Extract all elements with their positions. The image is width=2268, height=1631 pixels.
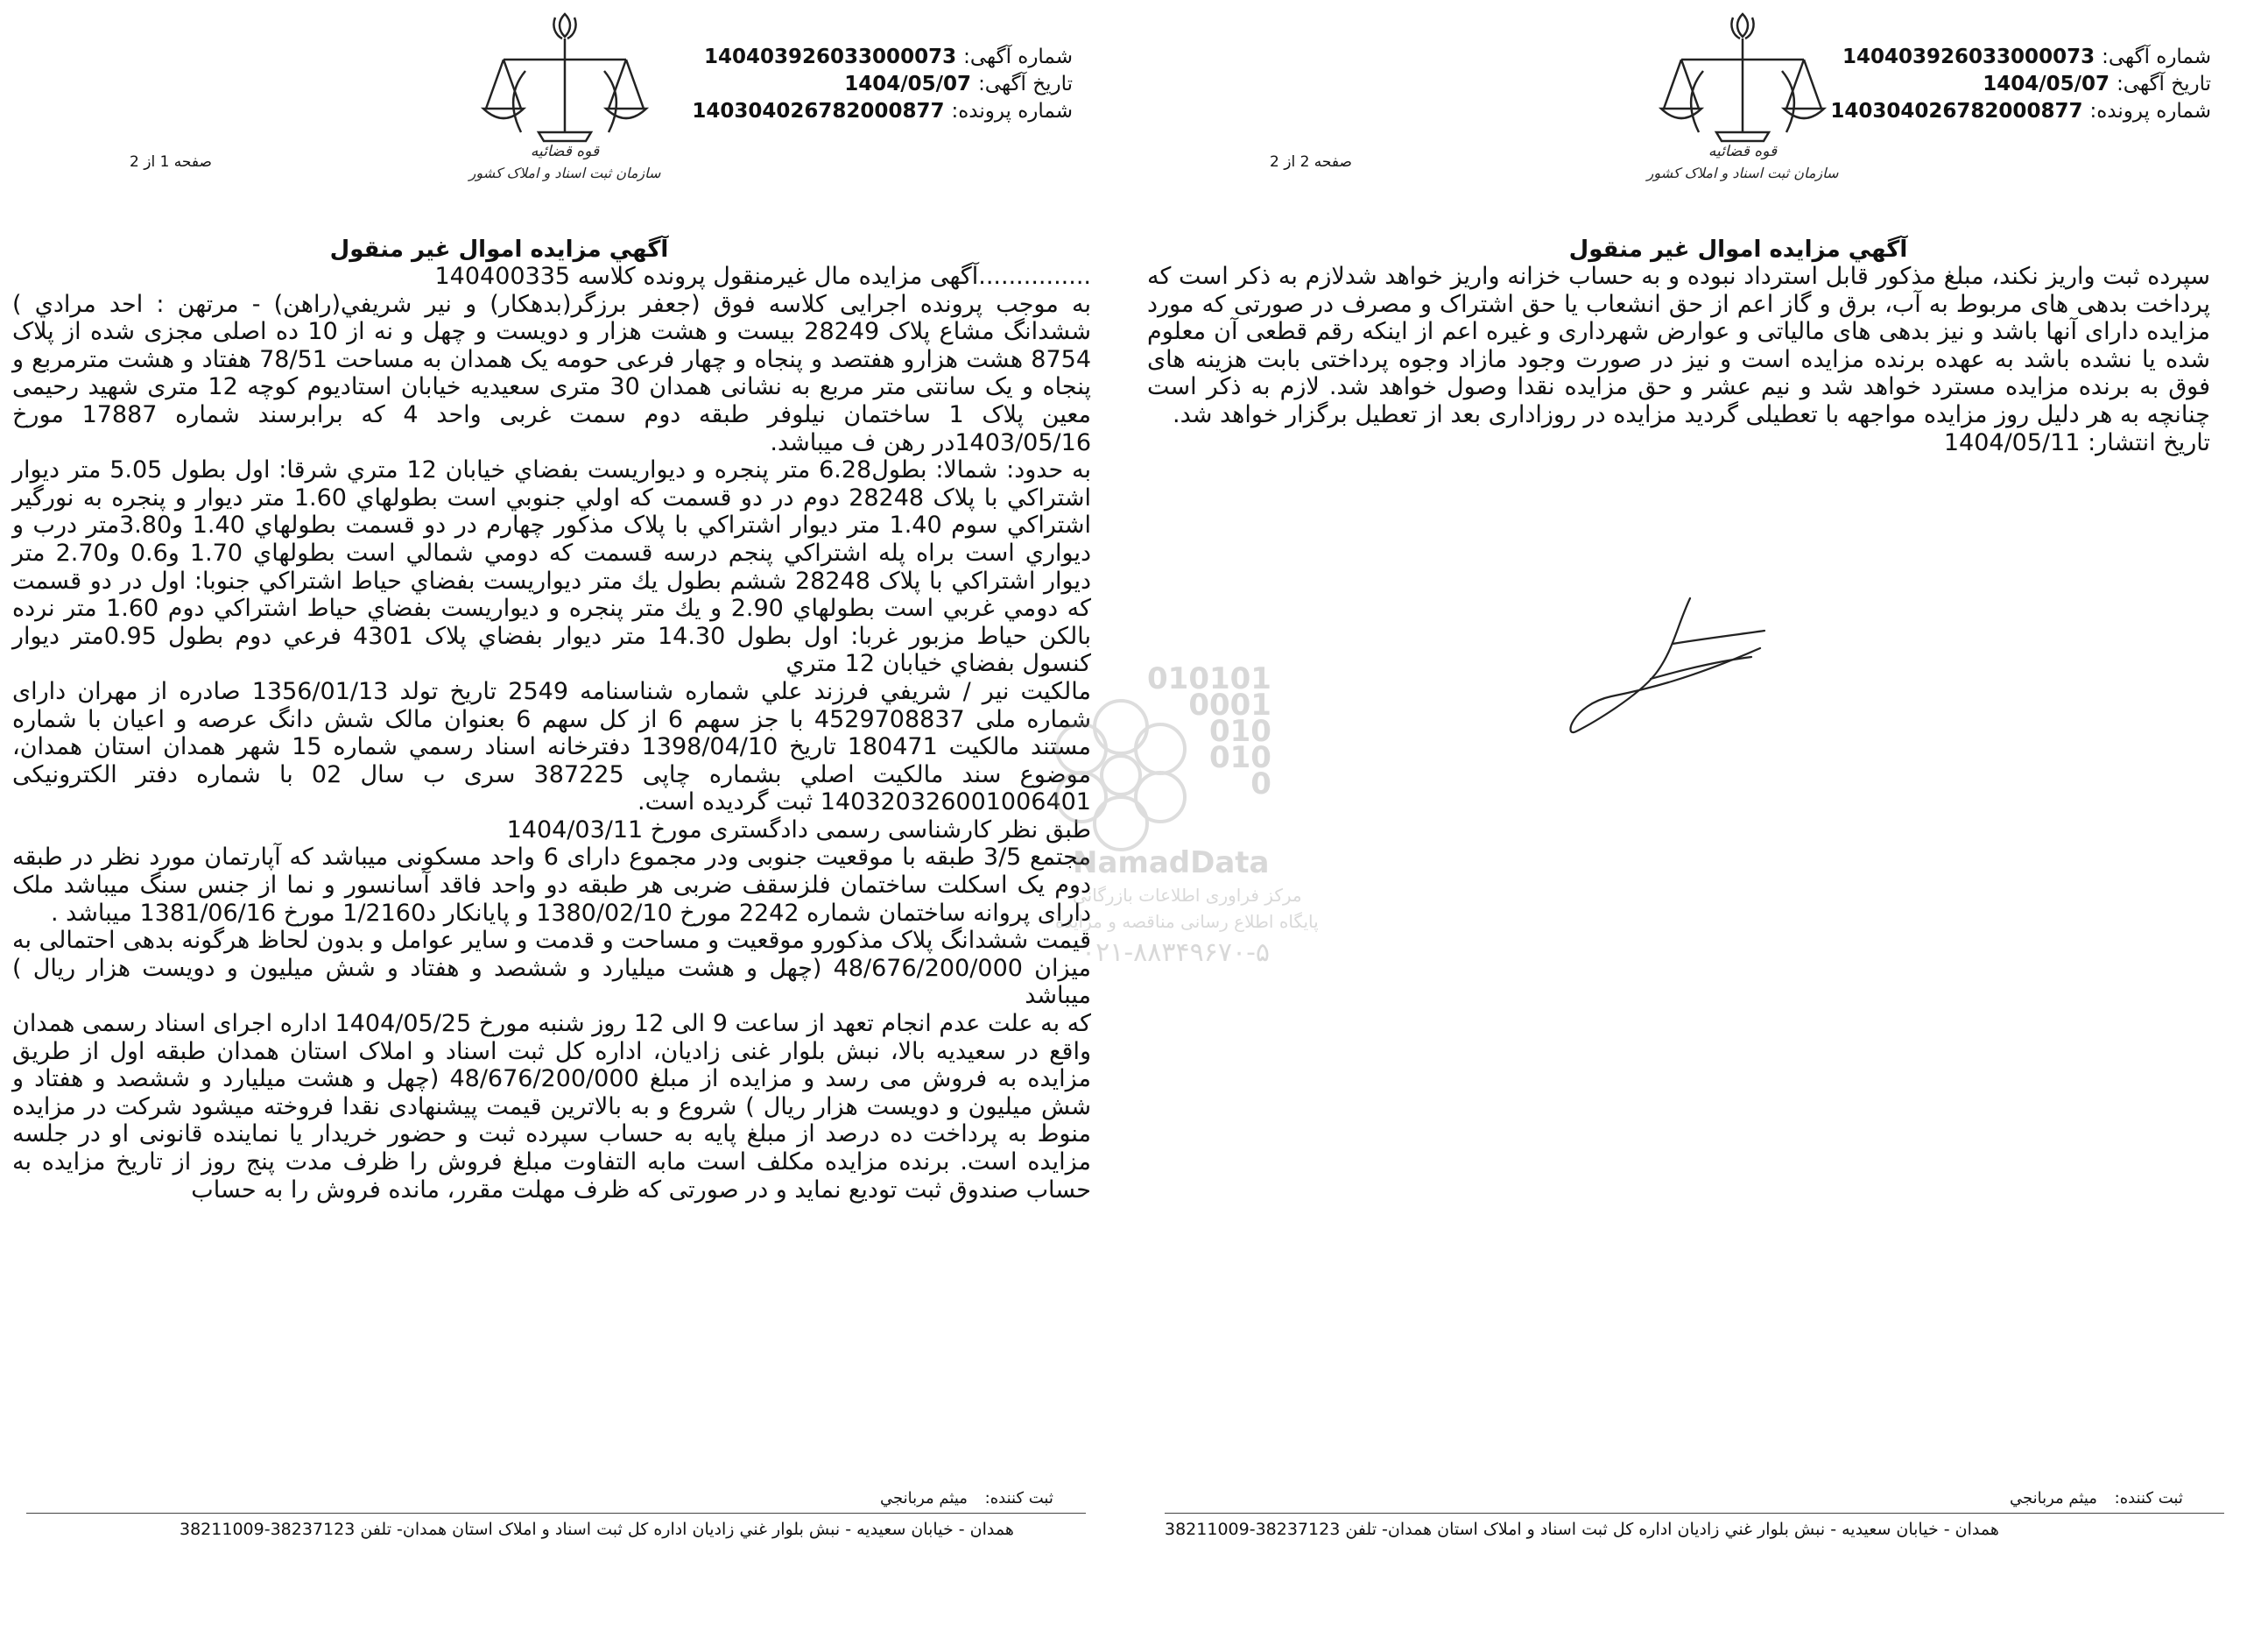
body-paragraph: مجتمع 3/5 طبقه با موقعیت جنوبی ودر مجموع دارای 6 واحد مسکونی میباشد که آپارتمان مورد نظر در طبقه دوم یک اسکلت ساختمان فلزسقف ضربی هر طبقه دو واحد فاقد آسانسور و نما از جنس سنگ میباشد ملک دارای پروانه ساختمان شماره 2242 مورخ 1380/02/10 و پایانکار د1/2160 مورخ 1381/06/16 میباشد .	[12, 844, 1091, 927]
judiciary-scales-emblem-icon	[1642, 5, 1843, 189]
notice-title: آگهي مزايده اموال غير منقول	[1568, 237, 1908, 263]
notice-date: 1404/05/07	[1983, 73, 2110, 95]
registrar-name: میثم مربانجي	[880, 1489, 968, 1507]
registrar-name: میثم مربانجي	[2010, 1489, 2097, 1507]
watermark-binary-line: 0	[1250, 766, 1271, 801]
handwritten-signature	[1559, 591, 1778, 749]
notice-date-label: تاریخ آگهی:	[2117, 73, 2211, 95]
watermark-line1: مرکز فراوری اطلاعات بازرگانی	[1073, 885, 1302, 906]
watermark-binary-line: 010	[1208, 740, 1271, 775]
watermark-binary-line: 010101	[1147, 661, 1271, 696]
notice-meta	[692, 44, 1073, 125]
emblem-caption-1: قوه قضائيه	[530, 143, 600, 160]
watermark-brand: NamadData	[1073, 845, 1270, 880]
body-paragraph: که به علت عدم انجام تعهد از ساعت 9 الی 12 روز شنبه مورخ 1404/05/25 اداره اجرای اسناد رسمی همدان واقع در سعیدیه بالا، نبش بلوار غنی زادیان، اداره کل ثبت اسناد و املاک استان همدان طبقه اول از طریق مزایده به فروش می رسد و مزایده از مبلغ 48/676/200/000 (چهل و هشت میلیارد و ششصد و هفتاد و شش میلیون و دویست هزار ریال ) شروع و به بالاترین قیمت پیشنهادی نقدا فروخته میشود شرکت در مزایده منوط به پرداخت ده درصد از مبلغ پایه به حساب سپرده ثبت و حضور خریدار یا نماینده قانونی او در جلسه مزایده است. برنده مزایده مکلف است مابه التفاوت مبلغ فروش را ظرف مدت پنج روز از تاریخ مزایده به حساب صندوق ثبت تودیع نماید و در صورتی که ظرف مهلت مقرر، مانده فروش را به حساب	[12, 1010, 1092, 1204]
body-paragraph: قیمت ششدانگ پلاک مذکورو موقعیت و مساحت و قدمت و سایر عوامل و بدون لحاظ هرگونه بدهی احتمالی به میزان 48/676/200/000 (چهل و هشت میلیارد و ششصد و هفتاد و شش میلیون و دویست هزار ریال ) میباشد	[12, 927, 1092, 1010]
notice-page-1	[0, 0, 1103, 1631]
notice-number: 140403926033000073	[1842, 46, 2095, 68]
watermark-line2: پایگاه اطلاع رسانی مناقصه و مزایده	[1055, 911, 1319, 932]
body-paragraph: سپرده ثبت واریز نکند، مبلغ مذکور قابل استرداد نبوده و به حساب خزانه واریز خواهد شدلازم به ذکر است که پرداخت بدهی های مربوط به آب، برق و گاز اعم از حق انشعاب یا حق اشتراک و مصرف در صورتی که مورد مزایده دارای آنها باشد و نیز بدهی های مالیاتی و عوارض شهرداری و غیره اعم از اینکه رقم قطعی آن معلوم شده یا نشده باشد به عهده برنده مزایده است و نیز در صورت وجود مازاد وجوه پرداختی بابت هزینه های فوق به برنده مزایده مسترد خواهد شد و نیم عشر و حق مزایده نقدا وصول خواهد شد. لازم به ذکر است چنانچه به هر دلیل روز مزایده مواجهه با تعطیلی گردید مزایده در روزاداری بعد از تعطیل برگزار خواهد شد.	[1147, 263, 2210, 428]
case-number-label: شماره پرونده:	[951, 100, 1073, 123]
body-paragraph: به موجب پرونده اجرایی کلاسه فوق (جعفر برزگر(بدهکار) و نیر شریفي(راهن) - مرتهن : احد مرادي ) ششدانگ مشاع پلاک 28249 بیست و هشت هزار و دویست و چهل و نه از 10 ده اصلی مجزی شده از پلاک 8754 هشت هزارو هفتصد و پنجاه و چهار فرعی حومه یک همدان به مساحت 78/51 هفتاد و هشت مترمربع و پنجاه و یک سانتی متر مربع به نشانی همدان 30 متری سعیدیه خیابان استادیوم کوچه 12 متری شهید رحیمی معین پلاک 1 ساختمان نیلوفر طبقه دوم سمت غربی واحد 4 که برابرسند شماره 17887 مورخ 1403/05/16در رهن ف میباشد.	[12, 290, 1092, 456]
notice-number: 140403926033000073	[704, 46, 957, 68]
body-paragraph: به حدود: شمالا: بطول6.28 متر پنجره و دیواریست بفضاي خیابان 12 متري شرقا: اول بطول 5.05 متر دیوار اشتراکي با پلاک 28248 دوم در دو قسمت که اولي جنوبي است بطولهاي 1.60 متر دیوار و پنجره به نورگیر اشتراکي سوم 1.40 متر دیوار اشتراکي با پلاک مذکور چهارم در دو قسمت بطولهاي 1.40 و3.80متر درب و دیواري است براه پله اشتراکي پنجم درسه قسمت که دومي شمالي است بطولهاي 1.70 و0.6 و2.70 متر دیوار اشتراکي با پلاک 28248 ششم بطول یك متر دیواریست بفضاي حیاط اشتراکي جنوبا: اول در دو قسمت که دومي غربي است بطولهاي 2.90 و یك متر پنجره و دیواریست بفضاي حیاط اشتراکي دوم 1.60 متر نرده بالکن حیاط مزبور غربا: اول بطول 14.30 متر دیوار بفضاي پلاک 4301 فرعي دوم بطول 0.95متر دیوار کنسول بفضاي خیابان 12 متري	[12, 456, 1092, 678]
watermark-binary-line: 010	[1208, 714, 1271, 749]
case-number: 140304026782000877	[1830, 100, 2083, 123]
case-number-row	[1830, 98, 2211, 125]
publish-date-label: تاریخ انتشار:	[2088, 428, 2210, 456]
notice-number-label: شماره آگهی:	[2102, 46, 2211, 68]
notice-title: آگهي مزايده اموال غير منقول	[329, 237, 669, 263]
judiciary-scales-emblem-icon	[464, 5, 666, 189]
notice-body	[12, 263, 1091, 1204]
footer-address: همدان - خیابان سعیدیه - نبش بلوار غني زادیان اداره کل ثبت اسناد و املاک استان همدان- تلفن 38237123-38211009	[1165, 1520, 1999, 1539]
footer-divider	[26, 1513, 1086, 1514]
registrar	[2010, 1489, 2183, 1507]
body-paragraph: مالکیت نیر / شریفي فرزند علي شماره شناسنامه 2549 تاریخ تولد 1356/01/13 صادره از مهران دارای شماره ملی 4529708837 با جز سهم 6 از کل سهم 6 بعنوان مالک شش دانگ عرصه و اعیان با شماره مستند مالکیت 180471 تاریخ 1398/04/10 دفترخانه اسناد رسمي شماره 15 شهر همدان استان همدان، موضوع سند مالکیت اصلي بشماره چاپی 387225 سری ب سال 02 با شماره دفتر الکترونیکی 140320326001006401 ثبت گردیده است.	[12, 677, 1091, 816]
notice-date: 1404/05/07	[844, 73, 972, 95]
notice-date-row	[1843, 71, 2211, 98]
page-number: صفحه 1 از 2	[130, 153, 212, 171]
notice-meta	[1830, 44, 2211, 125]
footer-address: همدان - خیابان سعیدیه - نبش بلوار غني زادیان اداره کل ثبت اسناد و املاک استان همدان- تلفن 38237123-38211009	[180, 1520, 1014, 1539]
watermark-binary-line: 0001	[1188, 688, 1271, 723]
notice-body	[1147, 263, 2210, 456]
notice-date-row	[705, 71, 1073, 98]
emblem-caption-2: سازمان ثبت اسناد و املاک کشور	[1646, 165, 1839, 181]
publish-date: 1404/05/11	[1943, 428, 2081, 456]
case-number-label: شماره پرونده:	[2089, 100, 2211, 123]
registrar-label: ثبت کننده:	[984, 1489, 1053, 1507]
notice-date-label: تاریخ آگهی:	[978, 73, 1073, 95]
page-number: صفحه 2 از 2	[1270, 153, 1352, 171]
footer-divider	[1165, 1513, 2224, 1514]
case-number: 140304026782000877	[692, 100, 945, 123]
notice-number-row	[1843, 44, 2211, 71]
emblem-caption-2: سازمان ثبت اسناد و املاک کشور	[468, 165, 661, 181]
watermark-binary	[1147, 661, 1271, 801]
namaddata-watermark	[1038, 661, 1335, 981]
publish-date-line	[1147, 429, 2210, 457]
emblem-caption-1: قوه قضائيه	[1708, 143, 1778, 160]
notice-number-label: شماره آگهی:	[963, 46, 1073, 68]
case-number-row	[692, 98, 1073, 125]
body-paragraph: طبق نظر کارشناسی رسمی دادگستری مورخ 1404/03/11	[506, 816, 1091, 844]
registrar	[880, 1489, 1053, 1507]
registrar-label: ثبت کننده:	[2114, 1489, 2183, 1507]
watermark-phone: ۰۲۱-۸۸۳۴۹۶۷۰-۵	[1081, 937, 1271, 968]
body-paragraph: ...............آگهی مزایده مال غیرمنقول پرونده کلاسه 140400335	[434, 263, 1091, 290]
notice-number-row	[705, 44, 1073, 71]
